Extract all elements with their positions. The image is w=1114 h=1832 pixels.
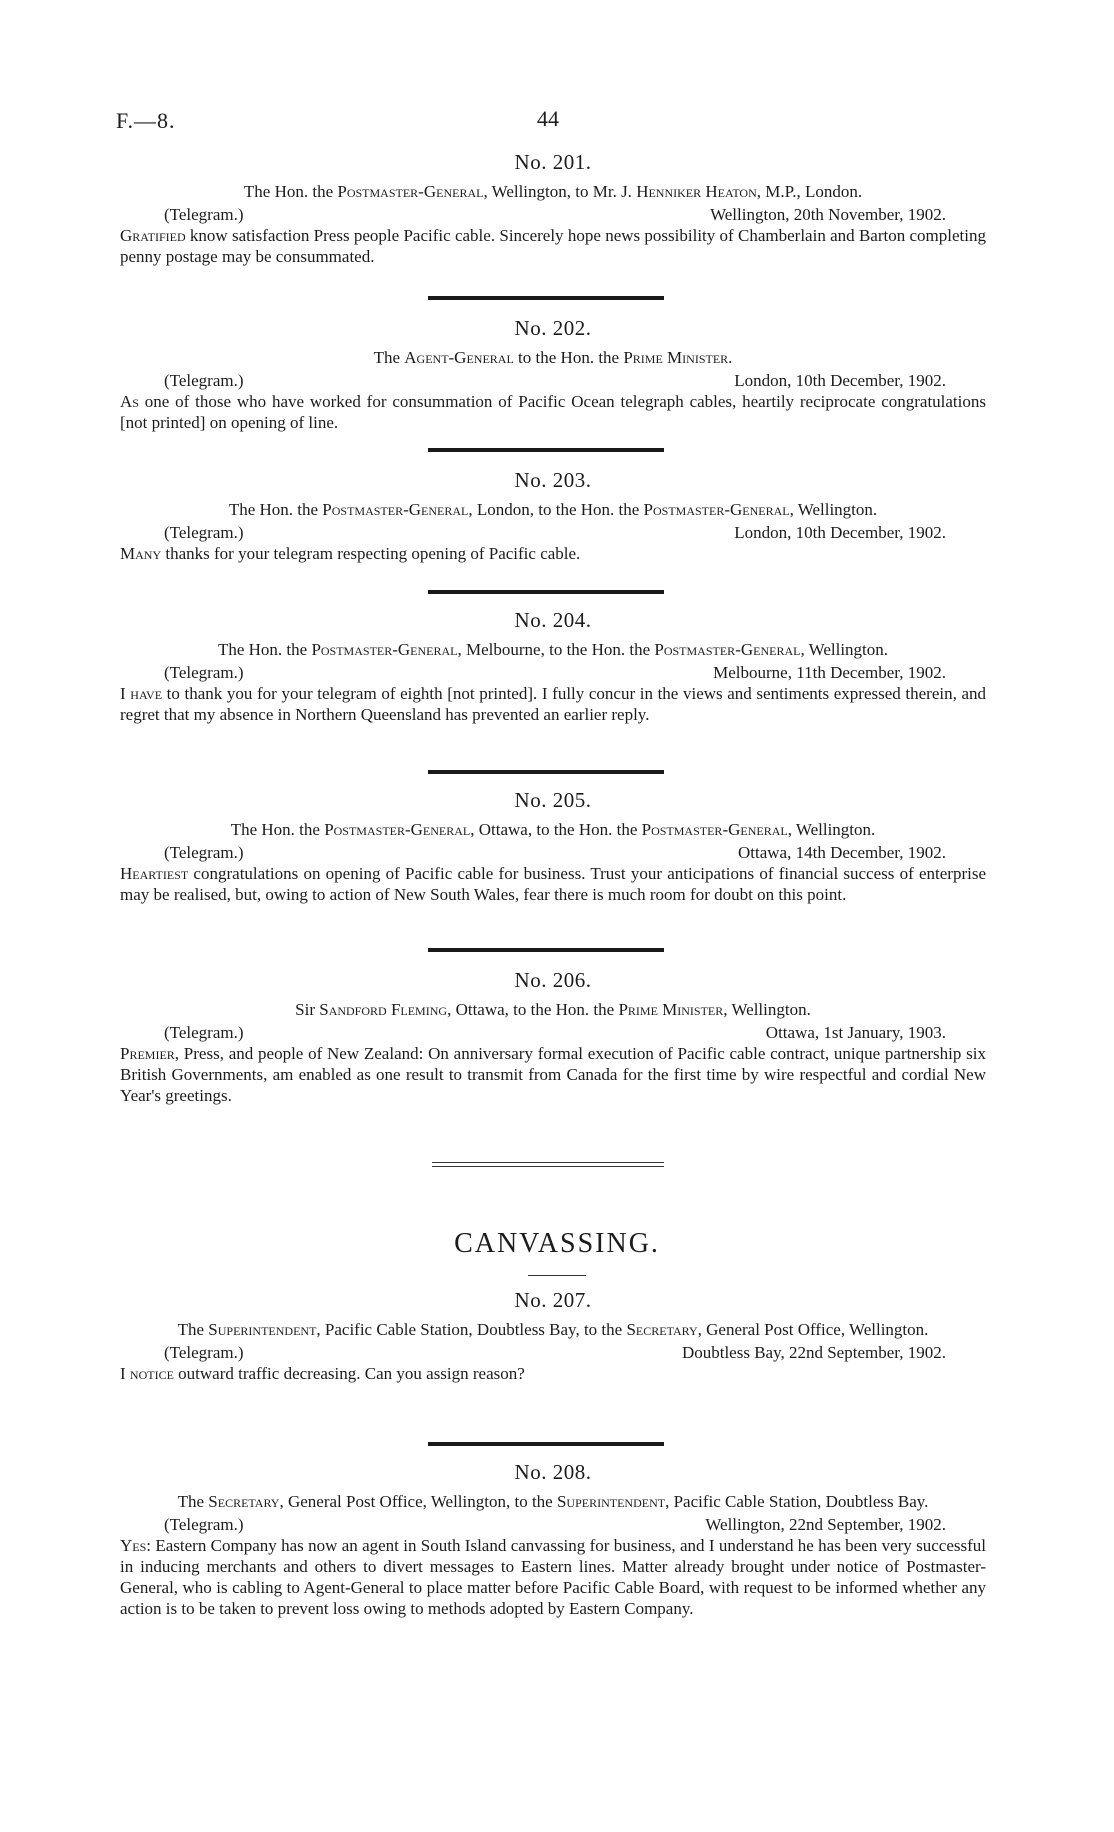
paper-reference: F.—8. xyxy=(116,108,176,133)
entry-address: The Superintendent, Pacific Cable Station, Doubtless Bay, to the Secretary, General Post Office, Wellington. xyxy=(177,1320,929,1339)
telegram-entry xyxy=(120,790,986,905)
telegram-label: (Telegram.) xyxy=(164,843,244,862)
entry-number: No. 201. xyxy=(514,150,592,174)
page-number: 44 xyxy=(537,106,559,131)
telegram-entry xyxy=(120,152,986,267)
title-underline xyxy=(528,1275,586,1276)
telegram-entry xyxy=(120,470,986,564)
entry-body: I have to thank you for your telegram of eighth [not printed]. I fully concur in the views and sentiments expressed therein, and regret that my absence in Northern Queensland has prevented an earlier reply. xyxy=(120,684,986,724)
entry-body: Premier, Press, and people of New Zealand: On anniversary formal execution of Pacific cable contract, unique partnership six British Governments, am enabled as one result to transmit from Canada for the first time by wire respectful and cordial New Year's greetings. xyxy=(120,1044,986,1105)
telegram-label: (Telegram.) xyxy=(164,1343,244,1362)
entry-number: No. 208. xyxy=(514,1460,592,1484)
dateline: London, 10th December, 1902. xyxy=(734,371,946,390)
telegram-label: (Telegram.) xyxy=(164,663,244,682)
entry-body: Many thanks for your telegram respecting opening of Pacific cable. xyxy=(120,544,581,563)
telegram-line xyxy=(120,522,986,543)
entry-body: Yes: Eastern Company has now an agent in South Island canvassing for business, and I understand he has been very successful in inducing merchants and others to divert messages to Eastern lines. Matter already brought under notice of Postmaster-General, who is cabling to Agent-General to place matter before Pacific Cable Board, with request to be informed whether any action is to be taken to prevent loss owing to methods adopted by Eastern Company. xyxy=(120,1536,986,1618)
entry-number: No. 204. xyxy=(514,608,592,632)
telegram-line xyxy=(120,842,986,863)
entry-address: The Agent-General to the Hon. the Prime Minister. xyxy=(373,348,733,367)
telegram-label: (Telegram.) xyxy=(164,371,244,390)
entry-address: Sir Sandford Fleming, Ottawa, to the Hon. the Prime Minister, Wellington. xyxy=(295,1000,811,1019)
dateline: Melbourne, 11th December, 1902. xyxy=(713,663,946,682)
telegram-line xyxy=(120,1342,986,1363)
separator-rule xyxy=(428,296,664,300)
entry-address: The Secretary, General Post Office, Wellington, to the Superintendent, Pacific Cable Station, Doubtless Bay. xyxy=(177,1492,929,1511)
entry-address: The Hon. the Postmaster-General, Melbourne, to the Hon. the Postmaster-General, Wellington. xyxy=(217,640,889,659)
telegram-entry xyxy=(120,1290,986,1384)
entry-body: As one of those who have worked for consummation of Pacific Ocean telegraph cables, heartily reciprocate congratulations [not printed] on opening of line. xyxy=(120,392,986,432)
telegram-entry xyxy=(120,610,986,725)
dateline: Wellington, 20th November, 1902. xyxy=(710,205,946,224)
separator-rule xyxy=(428,448,664,452)
telegram-label: (Telegram.) xyxy=(164,205,244,224)
entry-number: No. 206. xyxy=(514,968,592,992)
telegram-line xyxy=(120,1022,986,1043)
telegram-label: (Telegram.) xyxy=(164,1023,244,1042)
dateline: Ottawa, 14th December, 1902. xyxy=(738,843,946,862)
telegram-entry xyxy=(120,970,986,1106)
section-title: CANVASSING. xyxy=(454,1228,660,1259)
telegram-entry xyxy=(120,318,986,433)
telegram-label: (Telegram.) xyxy=(164,523,244,542)
separator-rule xyxy=(428,1442,664,1446)
entry-address: The Hon. the Postmaster-General, Wellington, to Mr. J. Henniker Heaton, M.P., London. xyxy=(243,182,863,201)
entry-number: No. 205. xyxy=(514,788,592,812)
entry-address: The Hon. the Postmaster-General, London, to the Hon. the Postmaster-General, Wellington. xyxy=(228,500,878,519)
dateline: Wellington, 22nd September, 1902. xyxy=(705,1515,946,1534)
dateline: Doubtless Bay, 22nd September, 1902. xyxy=(681,1343,946,1362)
entry-body: I notice outward traffic decreasing. Can you assign reason? xyxy=(120,1364,525,1383)
separator-rule xyxy=(428,948,664,952)
entry-body: Gratified know satisfaction Press people Pacific cable. Sincerely hope news possibility of Chamberlain and Barton completing penny postage may be consummated. xyxy=(120,226,986,266)
telegram-label: (Telegram.) xyxy=(164,1515,244,1534)
section-divider xyxy=(432,1162,664,1170)
telegram-entry xyxy=(120,1462,986,1619)
separator-rule xyxy=(428,770,664,774)
dateline: London, 10th December, 1902. xyxy=(734,523,946,542)
entry-number: No. 207. xyxy=(514,1288,592,1312)
separator-rule xyxy=(428,590,664,594)
entry-body: Heartiest congratulations on opening of Pacific cable for business. Trust your anticipations of financial success of enterprise may be realised, but, owing to action of New South Wales, fear there is much room for doubt on this point. xyxy=(120,864,986,904)
telegram-line xyxy=(120,204,986,225)
dateline: Ottawa, 1st January, 1903. xyxy=(765,1023,946,1042)
telegram-line xyxy=(120,370,986,391)
telegram-line xyxy=(120,1514,986,1535)
telegram-line xyxy=(120,662,986,683)
entry-number: No. 203. xyxy=(514,468,592,492)
entry-address: The Hon. the Postmaster-General, Ottawa, to the Hon. the Postmaster-General, Wellington. xyxy=(230,820,876,839)
entry-number: No. 202. xyxy=(514,316,592,340)
